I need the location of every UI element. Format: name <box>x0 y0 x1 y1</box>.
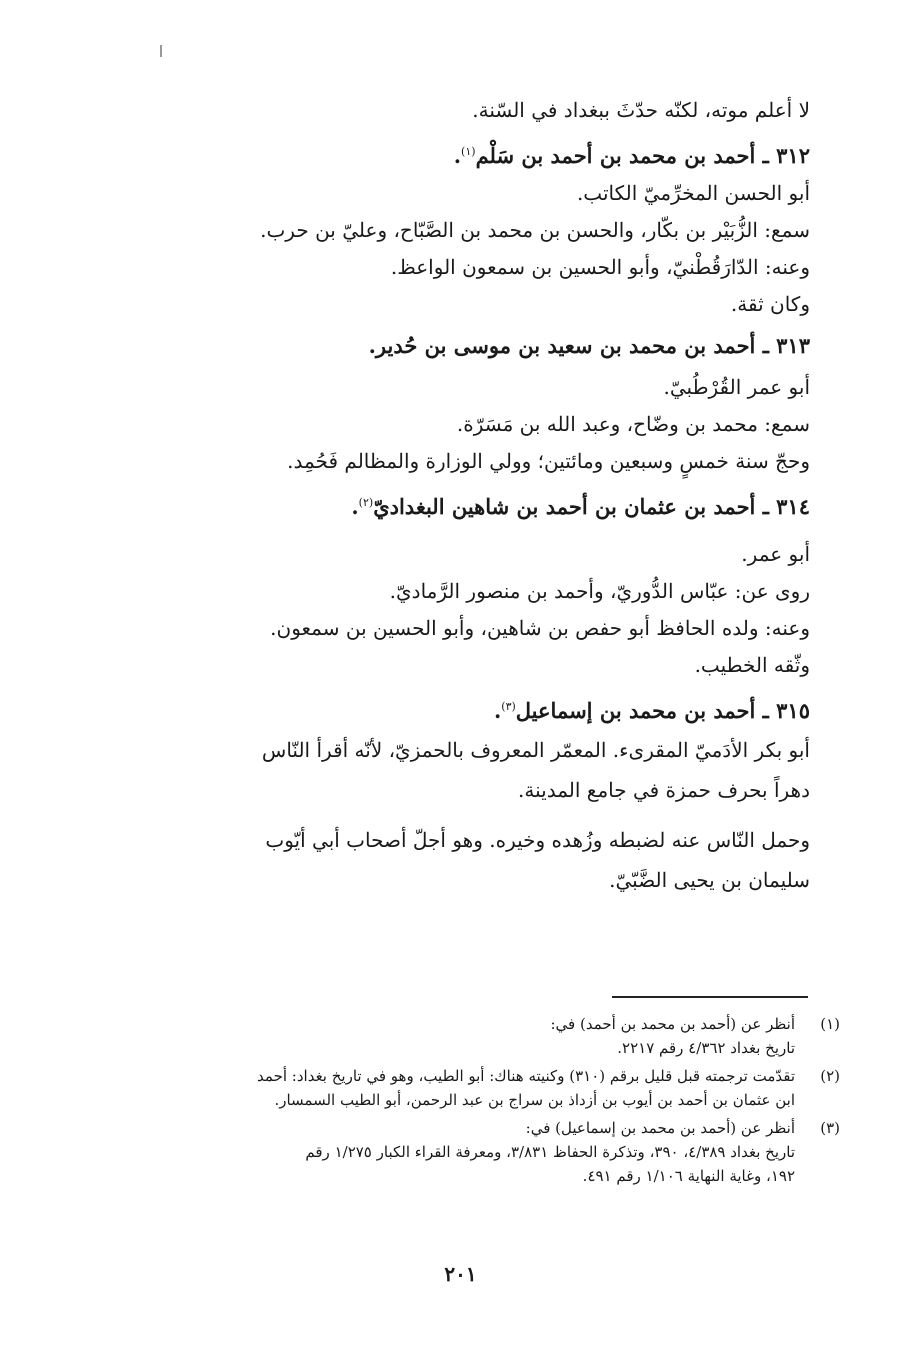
footnote-ref: (١) <box>461 145 476 158</box>
text-line: سمع: محمد بن وضّاح، وعبد الله بن مَسَرّة. <box>456 412 810 436</box>
entry-315 <box>125 684 810 900</box>
entry-heading: ٣١٥ ـ أحمد بن محمد بن إسماعيل$^{(٣)}$. <box>493 698 810 723</box>
text-line: أبو بكر الأدَميّ المقرىء. المعمّر المعروف بالحمزيّ، لأنّه أقرأ النّاس <box>261 738 810 762</box>
entry-heading: ٣١٣ ـ أحمد بن محمد بن سعيد بن موسى بن حُدير. <box>368 333 810 358</box>
main-text <box>125 92 810 900</box>
footnote-2 <box>125 1064 840 1112</box>
footnote-line: ١٩٢، وغاية النهاية ١/١٠٦ رقم ٤٩١. <box>582 1167 795 1185</box>
footnote-line: ابن عثمان بن أحمد بن أيوب بن أزداذ بن سراج بن عبد الرحمن، أبو الطيب السمسار. <box>274 1091 795 1109</box>
text-line: وحمل النّاس عنه لضبطه وزُهده وخيره. وهو أجلّ أصحاب أبي أيّوب <box>265 828 810 852</box>
footnote-line: تاريخ بغداد ٤/٣٦٢ رقم ٢٢١٧. <box>617 1039 795 1057</box>
entry-312 <box>125 129 810 323</box>
text-line: سليمان بن يحيى الضَّبّيّ. <box>609 868 810 892</box>
page-number: ٢٠١ <box>444 1262 477 1286</box>
text-line: أبو عمر القُرْطُبيّ. <box>663 375 810 399</box>
footnote-number: (١) <box>820 1015 840 1033</box>
footnote-line: أنظر عن (أحمد بن محمد بن أحمد) في: <box>550 1015 795 1033</box>
entry-heading: ٣١٤ ـ أحمد بن عثمان بن أحمد بن شاهين البغداديّ$^{(٢)}$. <box>351 494 810 519</box>
text-line: وحجّ سنة خمسٍ وسبعين ومائتين؛ وولي الوزارة والمظالم فَحُمِد. <box>287 449 810 473</box>
text-line: وعنه: الدّارَقُطْنيّ، وأبو الحسين بن سمعون الواعظ. <box>390 255 810 279</box>
footnote-number: (٣) <box>820 1119 840 1137</box>
text-line: أبو عمر. <box>741 542 810 566</box>
entry-heading: ٣١٢ ـ أحمد بن محمد بن أحمد بن سَلْم$^{(١)}$. <box>453 143 810 168</box>
text-line: دهراً بحرف حمزة في جامع المدينة. <box>518 778 810 802</box>
footnote-ref: (٣) <box>501 700 516 713</box>
text-line: روى عن: عبّاس الدُّوريّ، وأحمد بن منصور الرَّماديّ. <box>389 579 810 603</box>
footnote-line: تاريخ بغداد ٤/٣٨٩، ٣٩٠، وتذكرة الحفاظ ٣/٨٣١، ومعرفة القراء الكبار ١/٢٧٥ رقم <box>305 1143 795 1161</box>
footnote-line: تقدّمت ترجمته قبل قليل برقم (٣١٠) وكنيته هناك: أبو الطيب، وهو في تاريخ بغداد: أحمد <box>257 1067 795 1085</box>
footnote-1 <box>125 1012 840 1060</box>
footnote-separator <box>612 996 808 998</box>
text-line: سمع: الزُّبَيْر بن بكّار، والحسن بن محمد بن الصَّبّاح، وعليّ بن حرب. <box>260 218 810 242</box>
text-line: وعنه: ولده الحافظ أبو حفص بن شاهين، وأبو الحسين بن سمعون. <box>270 616 810 640</box>
entry-313 <box>125 323 810 480</box>
text-line: أبو الحسن المخرِّميّ الكاتب. <box>576 181 810 205</box>
text-line: لا أعلم موته، لكنّه حدّثَ ببغداد في السّنة. <box>472 98 810 122</box>
footnote-ref: (٢) <box>358 496 374 509</box>
text-line: وثّقه الخطيب. <box>694 653 810 677</box>
footnotes <box>125 1012 840 1192</box>
scan-artifact <box>160 45 162 57</box>
footnote-number: (٢) <box>820 1067 840 1085</box>
footnote-3 <box>125 1116 840 1188</box>
text-line: وكان ثقة. <box>730 292 810 316</box>
footnote-line: أنظر عن (أحمد بن محمد بن إسماعيل) في: <box>525 1119 795 1137</box>
entry-314 <box>125 480 810 684</box>
